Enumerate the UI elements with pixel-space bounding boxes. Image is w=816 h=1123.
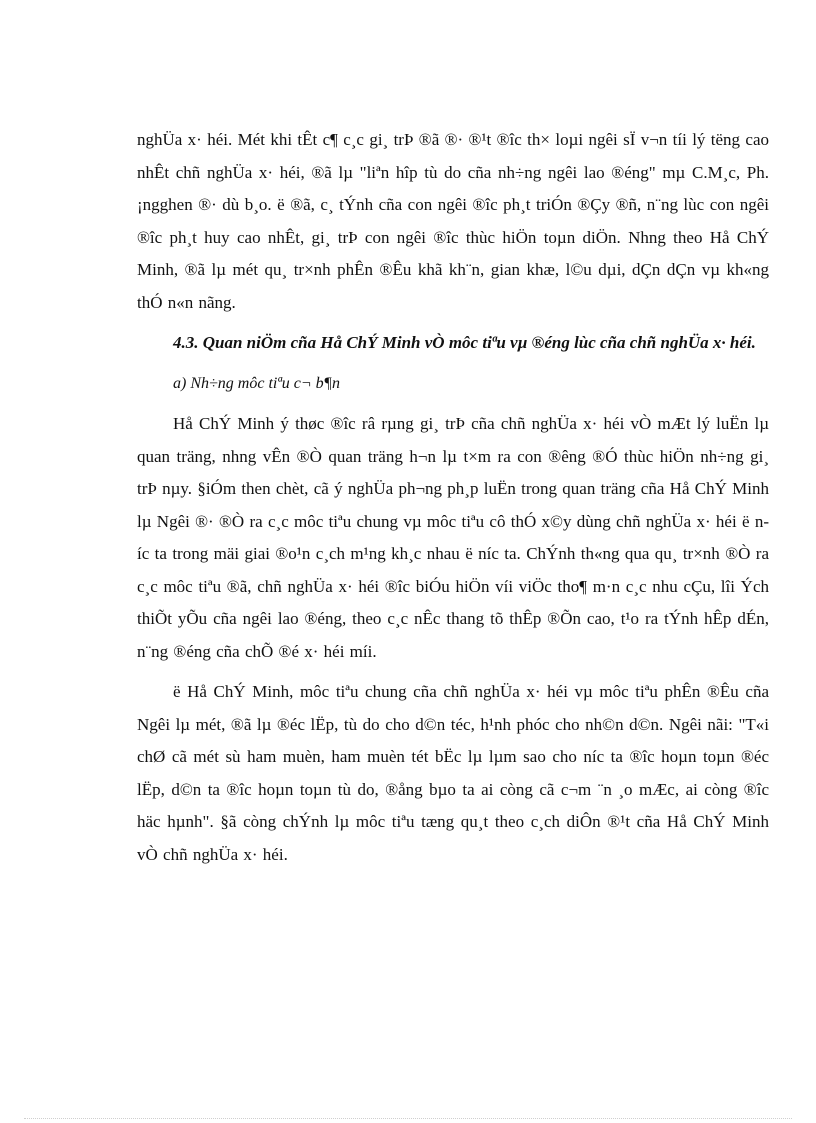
section-heading: 4.3. Quan niÖm cña Hå ChÝ Minh vÒ môc tiªu vµ ®éng lùc cña chñ nghÜa x· héi.	[173, 333, 756, 352]
paragraph-body-1: Hå ChÝ Minh ý thøc ®îc râ rµng gi¸ trÞ cña chñ nghÜa x· héi vÒ mÆt lý luËn lµ quan träng, nhng vÊn ®Ò quan träng h¬n lµ t×m ra con ®êng ®Ó thùc hiÖn nh÷ng gi¸ trÞ nµy. §iÓm then chèt, cã ý nghÜa ph¬ng ph¸p luËn trong quan träng cña Hå ChÝ Minh lµ Ngêi ®· ®Ò ra c¸c môc tiªu chung vµ môc tiªu cô thÓ x©y dùng chñ nghÜa x· héi ë níc ta trong mäi giai ®o¹n c¸ch m¹ng kh¸c nhau ë níc ta. ChÝnh th«ng qua qu¸ tr×nh ®Ò ra c¸c môc tiªu ®ã, chñ nghÜa x· héi ®îc biÓu hiÖn víi viÖc tho¶ m·n c¸c nhu cÇu, lîi Ých thiÕt yÕu cña ngêi lao ®éng, theo c¸c nÊc thang tõ thÊp ®Õn cao, t¹o ra tÝnh hÊp dÉn, n¨ng ®éng cña chÕ ®é x· héi míi.	[137, 414, 769, 661]
paragraph-body-2: ë Hå ChÝ Minh, môc tiªu chung cña chñ nghÜa x· héi vµ môc tiªu phÊn ®Êu cña Ngêi lµ mét, ®ã lµ ®éc lËp, tù do cho d©n téc, h¹nh phóc cho nh©n d©n. Ngêi nãi: "T«i chØ cã mét sù ham muèn, ham muèn tét bËc lµ lµm sao cho níc ta ®îc hoµn toµn ®éc lËp, d©n ta ®îc hoµn toµn tù do, ®ång bµo ta ai còng cã c¬m ¨n ¸o mÆc, ai còng ®îc häc hµnh". §ã còng chÝnh lµ môc tiªu tæng qu¸t theo c¸ch diÔn ®¹t cña Hå ChÝ Minh vÒ chñ nghÜa x· héi.	[137, 682, 769, 864]
paragraph-intro: nghÜa x· héi. Mét khi tÊt c¶ c¸c gi¸ trÞ ®ã ®· ®¹t ®îc th× loµi ngêi sÏ v¬n tíi lý tëng cao nhÊt chñ nghÜa x· héi, ®ã lµ "liªn hîp tù do cña nh÷ng ngêi lao ®éng" mµ C.M¸c, Ph.¡ngghen ®· dù b¸o. ë ®ã, c¸ tÝnh cña con ngêi ®îc ph¸t triÓn ®Çy ®ñ, n¨ng lùc con ngêi ®îc ph¸t huy cao nhÊt, gi¸ trÞ con ngêi ®îc thùc hiÖn toµn diÖn. Nhng theo Hå ChÝ Minh, ®ã lµ mét qu¸ tr×nh phÊn ®Êu khã kh¨n, gian khæ, l©u dµi, dÇn dÇn vµ kh«ng thÓ n«n nãng.	[137, 130, 769, 312]
page-content	[137, 124, 769, 879]
subsection-heading: a) Nh÷ng môc tiªu c¬ b¶n	[173, 374, 341, 392]
page-bottom-divider	[24, 1118, 792, 1119]
